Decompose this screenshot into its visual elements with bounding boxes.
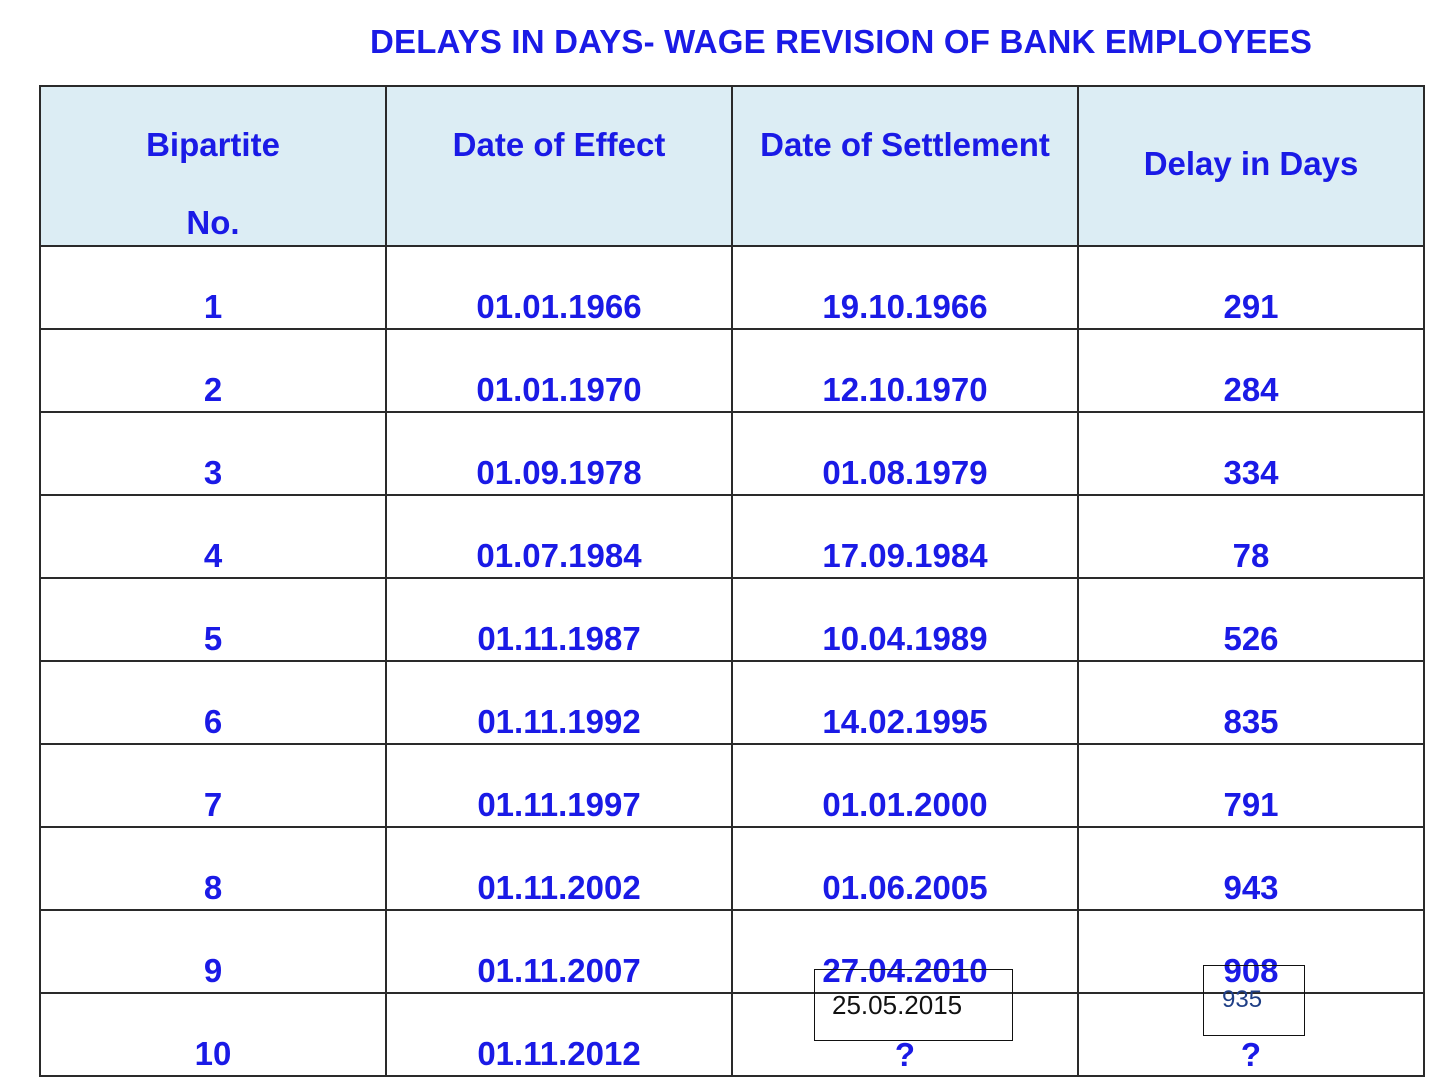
cell-effect: 01.01.1970 <box>386 329 732 412</box>
cell-delay: 291 <box>1078 246 1424 329</box>
table-row <box>40 827 1424 910</box>
table-row <box>40 495 1424 578</box>
table-row <box>40 744 1424 827</box>
table-row <box>40 661 1424 744</box>
table-row <box>40 412 1424 495</box>
cell-settlement: 01.06.2005 <box>732 827 1078 910</box>
cell-no: 10 <box>40 993 386 1076</box>
page-title: DELAYS IN DAYS- WAGE REVISION OF BANK EMPLOYEES <box>370 23 1313 60</box>
cell-no: 1 <box>40 246 386 329</box>
cell-delay: 334 <box>1078 412 1424 495</box>
cell-no: 7 <box>40 744 386 827</box>
cell-settlement: 10.04.1989 <box>732 578 1078 661</box>
cell-no: 3 <box>40 412 386 495</box>
cell-no: 9 <box>40 910 386 993</box>
cell-no: 4 <box>40 495 386 578</box>
cell-effect: 01.09.1978 <box>386 412 732 495</box>
cell-effect: 01.11.1987 <box>386 578 732 661</box>
table-row <box>40 246 1424 329</box>
header-delay-in-days-label: Delay in Days <box>1143 145 1359 182</box>
table-header-row <box>40 86 1424 246</box>
cell-settlement: 12.10.1970 <box>732 329 1078 412</box>
cell-effect: 01.01.1966 <box>386 246 732 329</box>
cell-settlement: 01.08.1979 <box>732 412 1078 495</box>
cell-delay: 284 <box>1078 329 1424 412</box>
delay-annotation-box <box>1203 965 1305 1036</box>
delay-annotation-text: 935 <box>1222 986 1263 1013</box>
cell-no: 8 <box>40 827 386 910</box>
header-no-label: No. <box>186 204 240 241</box>
header-date-of-effect <box>386 86 732 246</box>
header-date-of-settlement-label: Date of Settlement <box>760 126 1050 163</box>
cell-settlement: 19.10.1966 <box>732 246 1078 329</box>
settlement-annotation-box <box>814 969 1013 1041</box>
table-row <box>40 578 1424 661</box>
header-delay-in-days <box>1078 86 1424 246</box>
cell-delay: 943 <box>1078 827 1424 910</box>
cell-effect: 01.11.2002 <box>386 827 732 910</box>
header-date-of-effect-label: Date of Effect <box>452 126 666 163</box>
delays-table <box>39 85 1425 1077</box>
cell-delay: 526 <box>1078 578 1424 661</box>
unknown-settlement-mark: ? <box>894 1036 916 1073</box>
header-date-of-settlement <box>732 86 1078 246</box>
cell-no: 6 <box>40 661 386 744</box>
cell-delay: 78 <box>1078 495 1424 578</box>
cell-delay: 791 <box>1078 744 1424 827</box>
cell-effect: 01.07.1984 <box>386 495 732 578</box>
cell-settlement: 01.01.2000 <box>732 744 1078 827</box>
unknown-delay-mark: ? <box>1240 1036 1262 1073</box>
cell-settlement: 17.09.1984 <box>732 495 1078 578</box>
cell-effect: 01.11.1992 <box>386 661 732 744</box>
cell-no: 5 <box>40 578 386 661</box>
cell-settlement: 14.02.1995 <box>732 661 1078 744</box>
table-row <box>40 329 1424 412</box>
cell-delay: 908 <box>1078 910 1424 993</box>
header-bipartite-label: Bipartite <box>146 126 280 163</box>
cell-effect: 01.11.2007 <box>386 910 732 993</box>
header-bipartite-no <box>40 86 386 246</box>
cell-effect: 01.11.2012 <box>386 993 732 1076</box>
cell-settlement: 27.04.2010 <box>732 910 1078 993</box>
cell-no: 2 <box>40 329 386 412</box>
settlement-annotation-text: 25.05.2015 <box>832 990 963 1020</box>
cell-delay: 835 <box>1078 661 1424 744</box>
cell-effect: 01.11.1997 <box>386 744 732 827</box>
